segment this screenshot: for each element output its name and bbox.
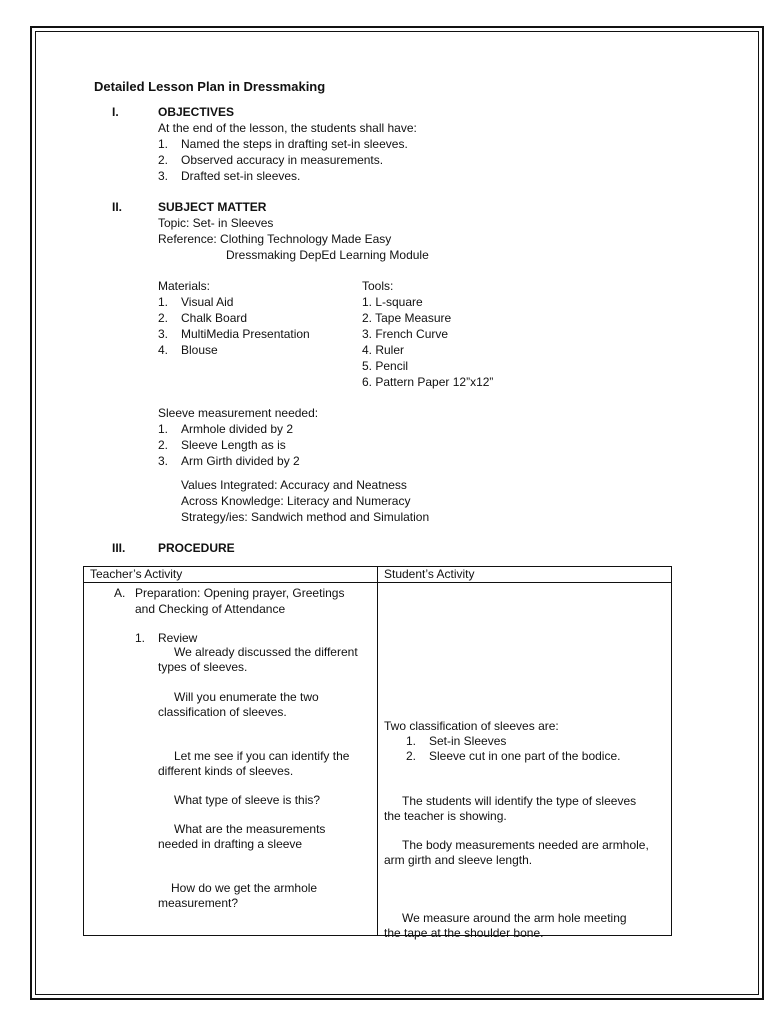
objective-num: 1. <box>158 137 169 151</box>
procedure-heading: PROCEDURE <box>158 541 235 555</box>
subject-reference-2: Dressmaking DepEd Learning Module <box>226 248 429 262</box>
sleeve-num: 1. <box>158 422 169 436</box>
teacher-text: How do we get the armhole <box>171 881 318 895</box>
student-text: We measure around the arm hole meeting <box>402 911 627 925</box>
objective-text: Named the steps in drafting set-in sleeves. <box>181 137 408 151</box>
student-text: the teacher is showing. <box>384 809 507 823</box>
column-header-student: Student’s Activity <box>378 567 672 583</box>
material-num: 3. <box>158 327 169 341</box>
student-text: the tape at the shoulder bone. <box>384 926 544 940</box>
teacher-text: classification of sleeves. <box>158 705 287 719</box>
teacher-text: measurement? <box>158 896 239 910</box>
material-text: Visual Aid <box>181 295 234 309</box>
teacher-text: What type of sleeve is this? <box>174 793 321 807</box>
teacher-text: Let me see if you can identify the <box>174 749 350 763</box>
procedure-table <box>83 566 672 940</box>
objectives-numeral: I. <box>112 105 119 119</box>
teacher-text: and Checking of Attendance <box>135 602 286 616</box>
sleeve-text: Sleeve Length as is <box>181 438 286 452</box>
document-title: Detailed Lesson Plan in Dressmaking <box>94 79 326 94</box>
tools-label: Tools: <box>362 279 394 293</box>
strategy: Strategy/ies: Sandwich method and Simulation <box>181 510 430 524</box>
material-num: 4. <box>158 343 169 357</box>
objectives-intro: At the end of the lesson, the students shall have: <box>158 121 417 135</box>
student-text: The body measurements needed are armhole, <box>402 838 649 852</box>
objective-text: Drafted set-in sleeves. <box>181 169 301 183</box>
step-label: A. <box>114 586 126 600</box>
objective-text: Observed accuracy in measurements. <box>181 153 384 167</box>
subject-numeral: II. <box>112 200 123 214</box>
tool-item: 3. French Curve <box>362 327 449 341</box>
student-text: The students will identify the type of sleeves <box>402 794 637 808</box>
objectives-heading: OBJECTIVES <box>158 105 235 119</box>
student-text: arm girth and sleeve length. <box>384 853 533 867</box>
student-item-num: 1. <box>406 734 417 748</box>
teacher-text: needed in drafting a sleeve <box>158 837 303 851</box>
material-num: 2. <box>158 311 169 325</box>
across-knowledge: Across Knowledge: Literacy and Numeracy <box>181 494 411 508</box>
material-num: 1. <box>158 295 169 309</box>
subject-topic: Topic: Set- in Sleeves <box>158 216 274 230</box>
teacher-activity-cell <box>84 583 378 936</box>
subject-heading: SUBJECT MATTER <box>158 200 267 214</box>
procedure-numeral: III. <box>112 541 126 555</box>
subject-reference: Reference: Clothing Technology Made Easy <box>158 232 392 246</box>
student-item-text: Set-in Sleeves <box>429 734 507 748</box>
objective-num: 3. <box>158 169 169 183</box>
teacher-text: Preparation: Opening prayer, Greetings <box>135 586 345 600</box>
teacher-text: What are the measurements <box>174 822 326 836</box>
teacher-text: We already discussed the different <box>174 645 358 659</box>
teacher-text: different kinds of sleeves. <box>158 764 294 778</box>
objective-num: 2. <box>158 153 169 167</box>
values-integrated: Values Integrated: Accuracy and Neatness <box>181 478 407 492</box>
sleeve-text: Armhole divided by 2 <box>181 422 294 436</box>
tool-item: 4. Ruler <box>362 343 405 357</box>
teacher-text: Review <box>158 631 198 645</box>
material-text: Blouse <box>181 343 218 357</box>
materials-label: Materials: <box>158 279 211 293</box>
student-item-text: Sleeve cut in one part of the bodice. <box>429 749 621 763</box>
student-text: Two classification of sleeves are: <box>384 719 559 733</box>
sleeve-label: Sleeve measurement needed: <box>158 406 319 420</box>
sleeve-text: Arm Girth divided by 2 <box>181 454 300 468</box>
column-header-teacher: Teacher’s Activity <box>84 567 378 583</box>
tool-item: 6. Pattern Paper 12”x12” <box>362 375 494 389</box>
sleeve-num: 2. <box>158 438 169 452</box>
step-label: 1. <box>135 631 146 645</box>
student-item-num: 2. <box>406 749 417 763</box>
teacher-text: Will you enumerate the two <box>174 690 319 704</box>
student-activity-cell <box>378 583 672 940</box>
tool-item: 5. Pencil <box>362 359 409 373</box>
material-text: MultiMedia Presentation <box>181 327 310 341</box>
tool-item: 2. Tape Measure <box>362 311 452 325</box>
teacher-text: types of sleeves. <box>158 660 248 674</box>
material-text: Chalk Board <box>181 311 248 325</box>
sleeve-num: 3. <box>158 454 169 468</box>
tool-item: 1. L-square <box>362 295 423 309</box>
